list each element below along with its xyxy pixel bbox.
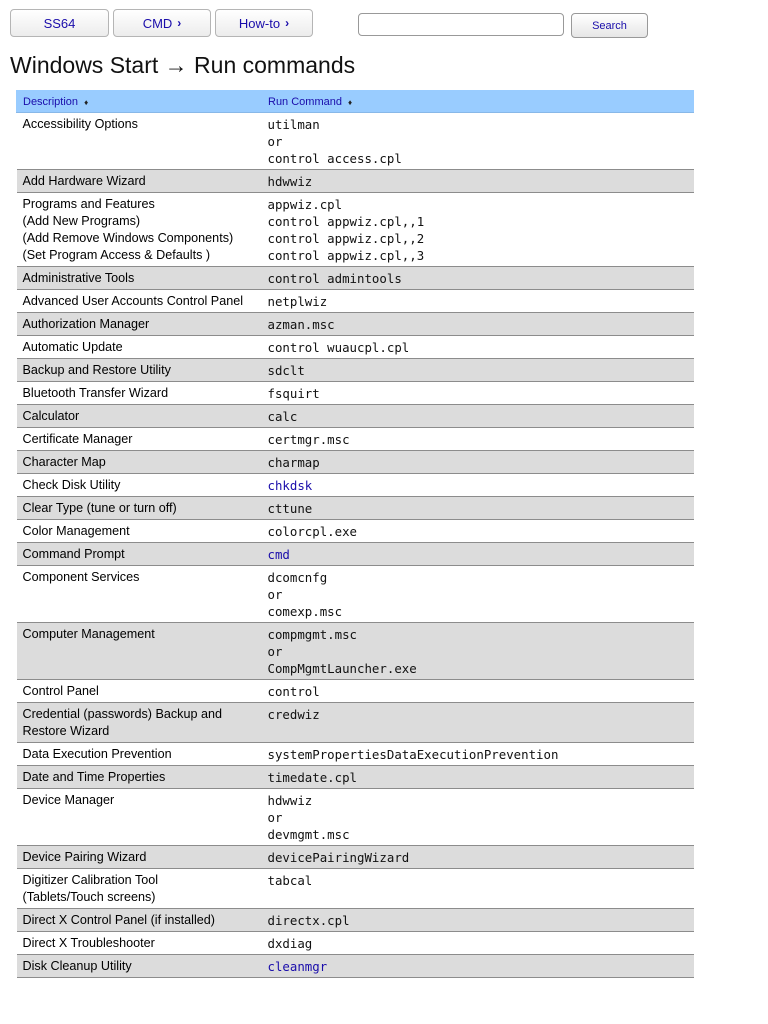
page-title: Windows Start → Run commands: [10, 52, 356, 78]
description-text: Clear Type (tune or turn off): [22, 501, 177, 515]
description-cell: [17, 290, 262, 313]
run-commands-table: [16, 90, 694, 978]
run-command-cell: [262, 703, 694, 743]
nav-button-ss64[interactable]: [10, 9, 109, 37]
table-row: [17, 113, 694, 170]
run-command-cell: [262, 170, 694, 193]
table-row: [17, 267, 694, 290]
description-text: Backup and Restore Utility: [22, 363, 171, 377]
description-text: Direct X Troubleshooter: [22, 936, 155, 950]
command-text: control appwiz.cpl,,2: [267, 231, 425, 246]
command-text: hdwwiz: [267, 174, 313, 189]
command-text: compmgmt.msc: [267, 627, 358, 642]
description-text: (Tablets/Touch screens): [22, 890, 156, 904]
command-link[interactable]: cmd: [267, 547, 290, 562]
command-text: CompMgmtLauncher.exe: [267, 661, 417, 676]
table-row: [17, 290, 694, 313]
command-text: colorcpl.exe: [267, 524, 358, 539]
search-button[interactable]: [571, 13, 648, 38]
table-row: [17, 932, 694, 955]
nav-button-howto-label: How-to: [238, 15, 281, 31]
description-cell: [17, 623, 262, 680]
table-row: [17, 846, 694, 869]
description-text: Digitizer Calibration Tool: [22, 873, 159, 887]
chevron-right-icon: ›: [285, 16, 290, 30]
description-text: Character Map: [22, 455, 106, 469]
chevron-right-icon: ›: [177, 16, 182, 30]
table-row: [17, 193, 694, 267]
run-command-cell: [262, 623, 694, 680]
description-cell: [17, 113, 262, 170]
column-header-run-command-label: Run Command: [268, 95, 342, 108]
command-text: devicePairingWizard: [267, 850, 410, 865]
run-command-cell: [262, 846, 694, 869]
command-text: comexp.msc: [267, 604, 343, 619]
run-command-cell: [262, 382, 694, 405]
description-text: (Add New Programs): [22, 214, 141, 228]
description-text: Restore Wizard: [22, 724, 110, 738]
run-command-cell: [262, 932, 694, 955]
run-command-cell: [262, 566, 694, 623]
nav-button-cmd-label: CMD: [142, 15, 173, 31]
command-text: timedate.cpl: [267, 770, 358, 785]
command-text: control: [267, 684, 320, 699]
description-text: Automatic Update: [22, 340, 123, 354]
column-header-description[interactable]: [17, 91, 262, 113]
table-row: [17, 428, 694, 451]
column-header-run-command[interactable]: [262, 91, 694, 113]
table-row: [17, 566, 694, 623]
description-text: Administrative Tools: [22, 271, 135, 285]
table-row: [17, 474, 694, 497]
command-text: cttune: [267, 501, 313, 516]
run-command-cell: [262, 405, 694, 428]
command-text: azman.msc: [267, 317, 335, 332]
run-command-cell: [262, 497, 694, 520]
description-text: Control Panel: [22, 684, 99, 698]
command-text: credwiz: [267, 707, 320, 722]
run-command-cell: [262, 313, 694, 336]
description-text: Date and Time Properties: [22, 770, 166, 784]
table-row: [17, 623, 694, 680]
run-command-cell: [262, 474, 694, 497]
description-cell: [17, 313, 262, 336]
command-text: netplwiz: [267, 294, 328, 309]
description-text: Disk Cleanup Utility: [22, 959, 132, 973]
description-cell: [17, 359, 262, 382]
description-cell: [17, 932, 262, 955]
description-cell: [17, 869, 262, 909]
command-text: or: [267, 810, 283, 825]
description-text: Add Hardware Wizard: [22, 174, 146, 188]
table-row: [17, 313, 694, 336]
command-text: control access.cpl: [267, 151, 402, 166]
description-text: Command Prompt: [22, 547, 125, 561]
command-text: control wuaucpl.cpl: [267, 340, 410, 355]
description-cell: [17, 193, 262, 267]
table-row: [17, 336, 694, 359]
nav-button-cmd[interactable]: [113, 9, 211, 37]
command-text: appwiz.cpl: [267, 197, 343, 212]
command-text: or: [267, 134, 283, 149]
search-button-label: Search: [592, 19, 627, 32]
run-command-cell: [262, 766, 694, 789]
description-cell: [17, 846, 262, 869]
run-command-cell: [262, 789, 694, 846]
description-text: Check Disk Utility: [22, 478, 121, 492]
description-cell: [17, 451, 262, 474]
table-row: [17, 451, 694, 474]
description-cell: [17, 497, 262, 520]
command-text: sdclt: [267, 363, 305, 378]
run-command-cell: [262, 113, 694, 170]
command-link[interactable]: chkdsk: [267, 478, 313, 493]
command-text: dxdiag: [267, 936, 313, 951]
command-text: hdwwiz: [267, 793, 313, 808]
command-text: directx.cpl: [267, 913, 350, 928]
sort-icon: ♦: [84, 97, 89, 107]
description-text: Direct X Control Panel (if installed): [22, 913, 215, 927]
table-row: [17, 680, 694, 703]
description-cell: [17, 520, 262, 543]
description-cell: [17, 680, 262, 703]
description-cell: [17, 267, 262, 290]
run-command-cell: [262, 543, 694, 566]
description-cell: [17, 909, 262, 932]
table-row: [17, 543, 694, 566]
description-text: Accessibility Options: [22, 117, 138, 131]
run-command-cell: [262, 193, 694, 267]
table-row: [17, 497, 694, 520]
table-row: [17, 170, 694, 193]
column-header-description-label: Description: [23, 95, 79, 108]
command-text: or: [267, 644, 283, 659]
description-cell: [17, 766, 262, 789]
table-row: [17, 359, 694, 382]
table-row: [17, 703, 694, 743]
description-text: Device Manager: [22, 793, 115, 807]
description-text: Device Pairing Wizard: [22, 850, 147, 864]
command-text: control appwiz.cpl,,1: [267, 214, 425, 229]
command-text: fsquirt: [267, 386, 320, 401]
command-text: systemPropertiesDataExecutionPrevention: [267, 747, 559, 762]
run-command-cell: [262, 955, 694, 978]
description-cell: [17, 405, 262, 428]
table-row: [17, 789, 694, 846]
description-cell: [17, 543, 262, 566]
command-text: calc: [267, 409, 298, 424]
description-text: Certificate Manager: [22, 432, 133, 446]
command-link[interactable]: cleanmgr: [267, 959, 328, 974]
run-command-cell: [262, 520, 694, 543]
search-input[interactable]: [358, 13, 564, 36]
table-header-row: [17, 91, 694, 113]
description-cell: [17, 336, 262, 359]
command-text: utilman: [267, 117, 320, 132]
command-text: tabcal: [267, 873, 313, 888]
command-text: devmgmt.msc: [267, 827, 350, 842]
description-cell: [17, 474, 262, 497]
description-text: (Set Program Access & Defaults ): [22, 248, 211, 262]
description-text: Computer Management: [22, 627, 155, 641]
description-cell: [17, 382, 262, 405]
run-command-cell: [262, 451, 694, 474]
run-command-cell: [262, 359, 694, 382]
description-cell: [17, 743, 262, 766]
description-text: Advanced User Accounts Control Panel: [22, 294, 244, 308]
description-text: (Add Remove Windows Components): [22, 231, 234, 245]
description-cell: [17, 566, 262, 623]
table-row: [17, 869, 694, 909]
table-row: [17, 955, 694, 978]
table-row: [17, 520, 694, 543]
run-command-cell: [262, 267, 694, 290]
run-command-cell: [262, 909, 694, 932]
description-text: Data Execution Prevention: [22, 747, 172, 761]
command-text: or: [267, 587, 283, 602]
run-command-cell: [262, 869, 694, 909]
table-row: [17, 743, 694, 766]
top-navigation: [10, 9, 660, 39]
description-cell: [17, 170, 262, 193]
description-text: Color Management: [22, 524, 130, 538]
description-cell: [17, 955, 262, 978]
description-text: Programs and Features: [22, 197, 155, 211]
command-text: certmgr.msc: [267, 432, 350, 447]
run-command-cell: [262, 290, 694, 313]
description-text: Credential (passwords) Backup and: [22, 707, 223, 721]
table-row: [17, 382, 694, 405]
command-text: control appwiz.cpl,,3: [267, 248, 425, 263]
table-row: [17, 405, 694, 428]
run-command-cell: [262, 680, 694, 703]
table-row: [17, 766, 694, 789]
description-cell: [17, 789, 262, 846]
run-command-cell: [262, 743, 694, 766]
command-text: dcomcnfg: [267, 570, 328, 585]
description-text: Calculator: [22, 409, 80, 423]
command-text: control admintools: [267, 271, 402, 286]
description-text: Component Services: [22, 570, 140, 584]
table-body: [17, 113, 694, 978]
sort-icon: ♦: [348, 97, 353, 107]
table-row: [17, 909, 694, 932]
run-command-cell: [262, 428, 694, 451]
command-text: charmap: [267, 455, 320, 470]
run-command-cell: [262, 336, 694, 359]
description-text: Authorization Manager: [22, 317, 150, 331]
nav-button-howto[interactable]: [215, 9, 313, 37]
nav-button-ss64-label: SS64: [43, 15, 76, 31]
description-text: Bluetooth Transfer Wizard: [22, 386, 169, 400]
description-cell: [17, 703, 262, 743]
description-cell: [17, 428, 262, 451]
